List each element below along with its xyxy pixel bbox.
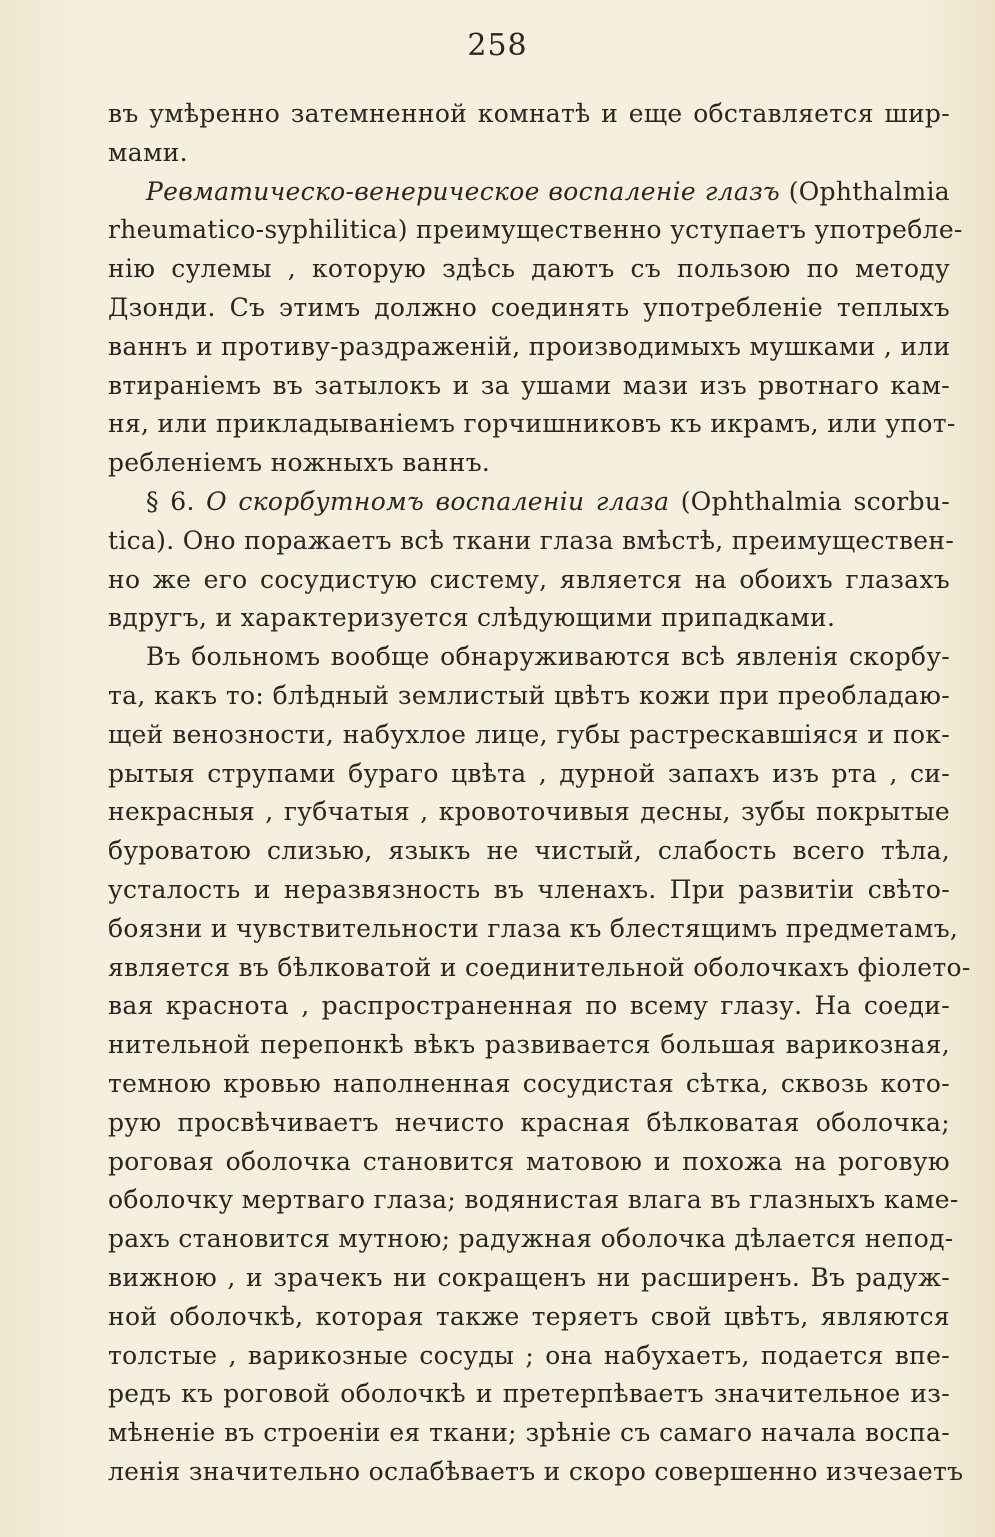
text-line (108, 1143, 950, 1182)
text-line (108, 793, 950, 832)
text-line (108, 1375, 950, 1414)
text-line (108, 599, 950, 638)
body-text (108, 95, 971, 1492)
line-text: ной оболочкѣ, которая также теряетъ свой цвѣтъ, являются (108, 1301, 950, 1331)
text-line (108, 173, 950, 212)
line-text: мѣненіе въ строеніи ея ткани; зрѣніе съ самаго начала воспа- (108, 1418, 950, 1448)
line-text: Въ больномъ вообще обнаруживаются всѣ явленія скорбу- (146, 642, 950, 672)
text-line (108, 1337, 950, 1376)
line-text: рую просвѣчиваетъ нечисто красная бѣлковатая оболочка; (108, 1107, 950, 1137)
text-line (108, 716, 950, 755)
line-text: (Ophthalmia scorbu- (669, 486, 950, 516)
text-line (108, 328, 950, 367)
text-line (108, 1414, 950, 1453)
line-text: вижною , и зрачекъ ни сокращенъ ни расширенъ. Въ радуж- (108, 1262, 950, 1292)
line-text: нію сулемы , которую здѣсь даютъ съ пользою по методу (108, 254, 950, 284)
text-line (108, 871, 950, 910)
text-line (108, 1026, 950, 1065)
line-text: темною кровью наполненная сосудистая сѣтка, сквозь кото- (108, 1068, 950, 1098)
line-text: ленія значительно ослабѣваетъ и скоро совершенно изчезаетъ (108, 1456, 964, 1486)
text-line (108, 522, 955, 561)
text-line (108, 832, 950, 871)
text-line (108, 677, 950, 716)
line-text: rheumatico-syphilitica) преимущественно уступаетъ употребле- (108, 215, 963, 245)
line-text: ня, или прикладываніемъ горчишниковъ къ икрамъ, или упот- (108, 409, 956, 439)
line-text: является въ бѣлковатой и соединительной оболочкахъ фіолето- (108, 952, 971, 982)
text-line (108, 1104, 950, 1143)
line-text: толстые , варикозные сосуды ; она набухаетъ, подается впе- (108, 1340, 950, 1370)
text-line (108, 95, 950, 134)
text-line (108, 755, 950, 794)
line-text: Дзонди. Съ этимъ должно соединять употребленіе теплыхъ (108, 292, 950, 322)
text-line (108, 444, 950, 483)
line-text: (Ophthalmia (779, 176, 951, 206)
text-line (108, 289, 950, 328)
line-text: усталость и неразвязность въ членахъ. При развитіи свѣто- (108, 874, 950, 904)
line-text: щей венозности, набухлое лице, губы растрескавшіяся и пок- (108, 719, 950, 749)
line-text: втираніемъ въ затылокъ и за ушами мази изъ рвотнаго кам- (108, 370, 950, 400)
italic-heading: Ревматическо-венерическое воспаленіе глазъ (146, 176, 780, 206)
text-line (108, 211, 963, 250)
text-line (108, 949, 971, 988)
line-text: мами. (108, 137, 188, 167)
text-line (108, 987, 950, 1026)
text-line (108, 1220, 954, 1259)
line-text: редъ къ роговой оболочкѣ и претерпѣваетъ значительное из- (108, 1379, 950, 1409)
text-line (108, 1298, 950, 1337)
line-text: рахъ становится мутною; радужная оболочка дѣлается непод- (108, 1224, 954, 1254)
line-text: вдругъ, и характеризуется слѣдующими припадками. (108, 603, 836, 633)
line-text: въ умѣренно затемненной комнатѣ и еще обставляется шир- (108, 99, 950, 128)
line-text: оболочку мертваго глаза; водянистая влага въ глазныхъ каме- (108, 1185, 959, 1215)
text-line (108, 483, 950, 522)
text-line (108, 1259, 950, 1298)
text-line (108, 910, 959, 949)
page-number: 258 (467, 28, 528, 63)
text-line (108, 405, 956, 444)
line-text: вая краснота , распространенная по всему глазу. На соеди- (108, 991, 950, 1021)
text-line (108, 1065, 950, 1104)
text-line (108, 638, 950, 677)
line-text: но же его сосудистую систему, является на обоихъ глазахъ (108, 564, 950, 594)
text-line (108, 134, 950, 173)
line-text: ребленіемъ ножныхъ ваннъ. (108, 448, 491, 478)
line-text: некрасныя , губчатыя , кровоточивыя десны, зубы покрытые (108, 797, 950, 827)
line-text: нительной перепонкѣ вѣкъ развивается большая варикозная, (108, 1030, 950, 1060)
line-text: буроватою слизью, языкъ не чистый, слабость всего тѣла, (108, 836, 950, 866)
line-text: та, какъ то: блѣдный землистый цвѣтъ кожи при преобладаю- (108, 680, 950, 710)
italic-heading: О скорбутномъ воспаленіи глаза (206, 486, 670, 516)
text-line (108, 1181, 959, 1220)
text-line (108, 1453, 964, 1492)
line-text: tica). Оно поражаетъ всѣ ткани глаза вмѣстѣ, преимуществен- (108, 525, 955, 555)
line-text: роговая оболочка становится матовою и похожа на роговую (108, 1146, 950, 1176)
section-marker: § 6. (146, 486, 207, 516)
text-line (108, 561, 950, 600)
text-line (108, 250, 950, 289)
text-line (108, 367, 950, 406)
line-text: ваннъ и противу-раздраженій, производимыхъ мушками , или (108, 331, 951, 361)
line-text: боязни и чувствительности глаза къ блестящимъ предметамъ, (108, 913, 959, 943)
line-text: рытыя струпами бураго цвѣта , дурной запахъ изъ рта , си- (108, 758, 950, 788)
